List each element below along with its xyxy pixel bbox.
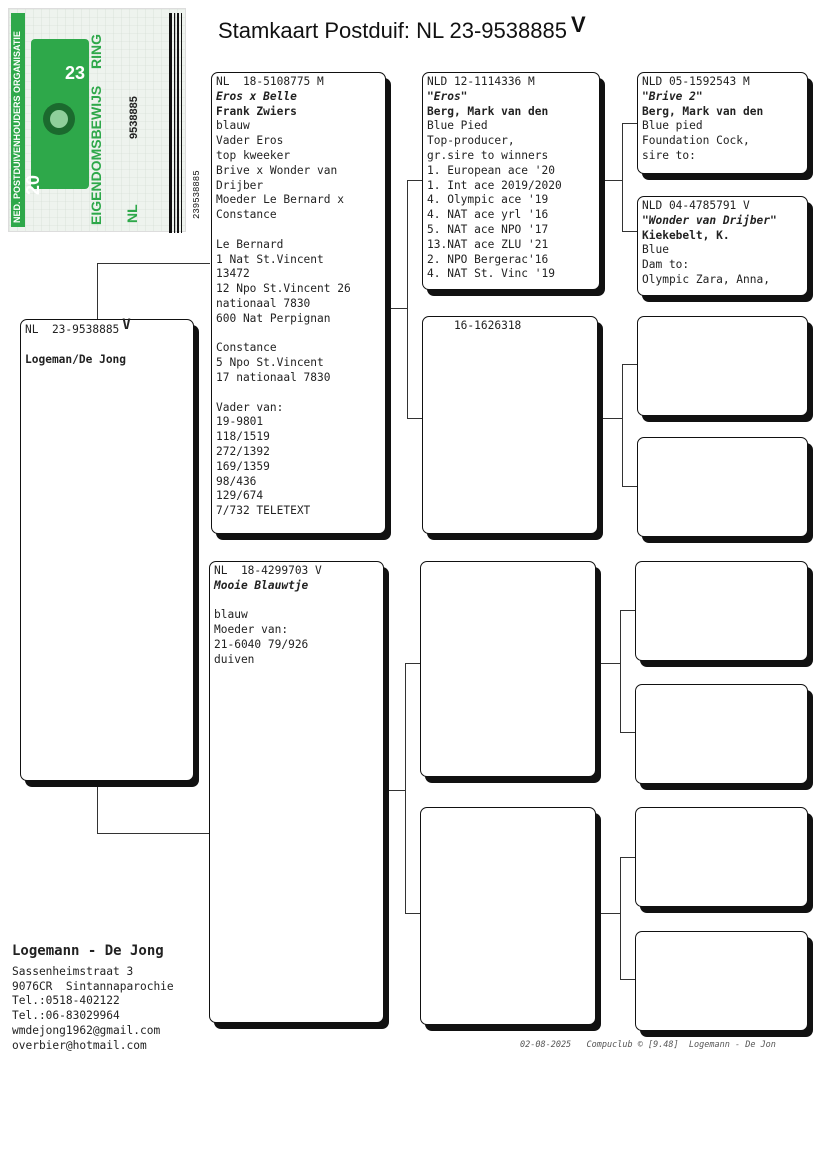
title-mark: V [570,12,586,37]
footer-date: 02-08-2025 [520,1040,572,1050]
info-line [216,386,381,401]
gg8-card [635,931,808,1031]
sire-card [211,72,386,534]
ggs1-card [637,72,808,174]
connector-gs2-mid [600,418,622,419]
breeder-name: Logemann - De Jong [12,943,164,959]
subject-spacer [25,338,189,353]
pigeon-name: Mooie Blauwtje [214,578,309,592]
info-line: 5 Npo St.Vincent [216,356,324,370]
breeder-info [12,944,174,1054]
cert-number: 9538885 [128,96,140,139]
ggd2-card [637,437,808,537]
ggd1-card [637,316,808,416]
cert-org-text: NED. POSTDUIVENHOUDERS ORGANISATIE [12,31,22,223]
dam-dam-card [420,807,596,1025]
certificate-graphic [9,9,202,231]
page-title [218,12,586,44]
connector-dam-gs1 [405,663,420,664]
connector-gs2 [622,364,638,486]
connector-gs1 [622,123,638,231]
pigeon-name: "Brive 2" [642,89,703,103]
info-line: Brive x Wonder van [216,163,338,177]
cert-barcode-text: 239538885 [192,170,202,219]
info-line: Drijber [216,178,264,192]
connector-dam [405,663,421,913]
info-line: Olympic Zara, Anna, [642,272,770,286]
dam-card [209,561,384,1023]
info-line: 12 Npo St.Vincent 26 [216,282,351,296]
gg7-card [635,807,808,907]
info-line [216,327,381,342]
connector-gs2-b [622,486,637,487]
info-line: 21-6040 79/926 [214,637,309,651]
info-line: 13472 [216,267,250,281]
info-line: Moeder van: [214,623,289,637]
connector-gd2-a [620,857,635,858]
connector-sire-gs1 [407,180,422,181]
ring-number: NL 18-5108775 M [216,75,324,88]
info-line: duiven [214,652,255,666]
info-line: Foundation Cock, [642,134,750,148]
breeder-email-2: overbier@hotmail.com [12,1038,147,1052]
cert-ring-word: RING [88,34,104,69]
sire-sire-card [422,72,600,290]
info-line: Blue pied [642,119,703,133]
gg5-card [635,561,808,661]
info-line: 7/732 TELETEXT [216,504,311,518]
info-line: 17 nationaal 7830 [216,370,331,384]
pigeon-name: Eros x Belle [216,89,297,103]
info-line: Blue [642,243,669,257]
connector-gs1-a [622,123,637,124]
info-line: Moeder Le Bernard x [216,193,344,207]
info-line: Constance [216,208,277,222]
breeder-line: Berg, Mark van den [642,104,764,118]
info-line: 272/1392 [216,444,270,458]
breeder-address: Sassenheimstraat 3 [12,964,134,978]
connector-subject-sire [97,263,210,264]
connector-sire [407,180,423,418]
cert-country: NL [124,204,140,223]
connector-gd1-mid [598,663,620,664]
connector-sire-mid [386,308,407,309]
info-line: 13.NAT ace ZLU '21 [427,237,549,251]
connector-gd2-b [620,979,635,980]
pigeon-name: "Eros" [427,89,468,103]
info-line: Vader Eros [216,134,284,148]
connector-gd1-a [620,610,635,611]
footer-owner: Logemann - De Jon [688,1040,776,1050]
subject-mark: V [122,317,131,333]
pigeon-name: "Wonder van Drijber" [642,213,777,227]
info-line: Blue Pied [427,119,488,133]
breeder-phone-1: Tel.:0518-402122 [12,994,120,1008]
connector-gs1-b [622,231,637,232]
footer [520,1040,776,1050]
connector-gs1-mid [600,180,622,181]
ring-number: NLD 05-1592543 M [642,75,750,88]
breeder-phone-2: Tel.:06-83029964 [12,1009,120,1023]
info-line: Le Bernard [216,237,284,251]
footer-software: Compuclub © [9.48] [586,1040,679,1050]
info-line: 2. NPO Bergerac'16 [427,252,549,266]
page-title-text: Stamkaart Postduif: NL 23-9538885 [218,18,567,43]
info-line: 118/1519 [216,430,270,444]
sire-dam-card [422,316,598,534]
ggs2-card [637,196,808,296]
info-line: 5. NAT ace NPO '17 [427,222,549,236]
connector-dam-mid [384,790,405,791]
subject-card [20,319,194,781]
info-line: 129/674 [216,489,264,503]
info-line: Top-producer, [427,134,515,148]
gg6-card [635,684,808,784]
ring-number: 16-1626318 [427,319,522,332]
cert-year-left: 20 [23,174,43,195]
dam-sire-card [420,561,596,777]
ownership-certificate [8,8,202,232]
connector-gs2-a [622,364,637,365]
info-line: 19-9801 [216,415,264,429]
connector-sire-gs2 [407,418,422,419]
connector-gd2 [620,857,636,979]
info-line: 169/1359 [216,459,270,473]
info-line: 98/436 [216,474,257,488]
subject-owner: Logeman/De Jong [25,352,127,366]
ring-number: NLD 04-4785791 V [642,199,750,212]
breeder-line: Frank Zwiers [216,104,297,118]
info-line: nationaal 7830 [216,296,311,310]
info-line [214,594,379,609]
connector-subject-dam [97,833,210,834]
info-line: Dam to: [642,258,690,272]
info-line: 1 Nat St.Vincent [216,252,324,266]
info-line: blauw [216,119,250,133]
breeder-email-1: wmdejong1962@gmail.com [12,1023,161,1037]
ring-number: NL 18-4299703 V [214,564,322,577]
info-line: 4. NAT St. Vinc '19 [427,267,555,281]
info-line: 4. NAT ace yrl '16 [427,208,549,222]
connector-dam-gs2 [405,913,420,914]
info-line: Constance [216,341,277,355]
info-line [216,223,381,238]
cert-type-text: EIGENDOMSBEWIJS [88,85,104,225]
ring-number: NLD 12-1114336 M [427,75,535,88]
breeder-postcode: 9076CR Sintannaparochie [12,979,174,993]
info-line: 1. European ace '20 [427,163,555,177]
connector-gd2-mid [598,913,620,914]
cert-year-right: 23 [65,63,86,83]
info-line: sire to: [642,148,696,162]
info-line: blauw [214,608,248,622]
subject-ring-text: NL 23-9538885 [25,323,120,336]
info-line: top kweeker [216,148,291,162]
info-line: 4. Olympic ace '19 [427,193,549,207]
info-line: 1. Int ace 2019/2020 [427,178,562,192]
subject-ring [25,317,189,338]
breeder-line: Kiekebelt, K. [642,228,730,242]
breeder-line: Berg, Mark van den [427,104,549,118]
connector-gd1-b [620,732,635,733]
info-line: 600 Nat Perpignan [216,311,331,325]
info-line: gr.sire to winners [427,148,549,162]
connector-gd1 [620,610,636,732]
info-line: Vader van: [216,400,284,414]
